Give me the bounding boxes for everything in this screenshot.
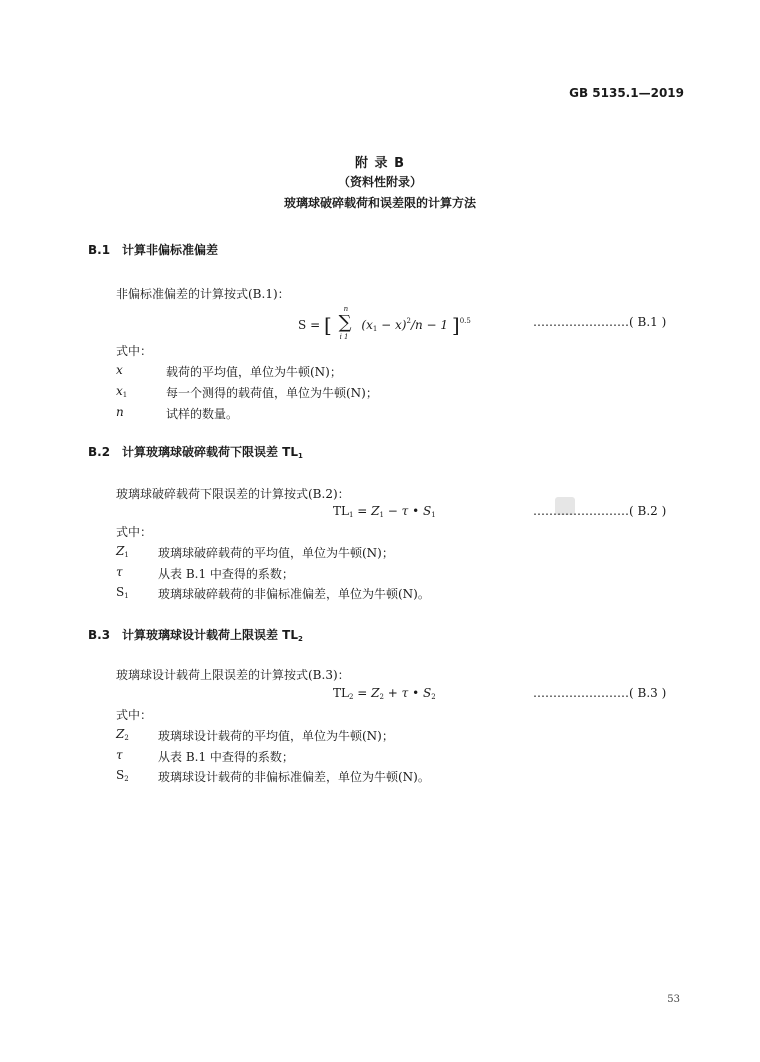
page-number: 53 [667, 994, 680, 1005]
sum-lower: i 1 [339, 333, 349, 341]
standard-code: GB 5135.1—2019 [569, 86, 684, 100]
b3-where: 式中： [116, 708, 153, 722]
appendix-name: 玻璃球破碎载荷和误差限的计算方法 [283, 196, 476, 210]
section-number: B.1 [88, 243, 111, 257]
section-title: 计算玻璃球设计载荷上限误差 TL [122, 628, 299, 642]
formula-lhs: S [298, 318, 307, 332]
section-number: B.3 [88, 628, 111, 642]
b1-ref: ……………………( B.1 ) [533, 315, 667, 329]
appendix-title: 附 录 B [355, 156, 405, 171]
var-symbol: $Z_2$ [116, 727, 129, 742]
var-symbol: τ [116, 565, 123, 579]
section-b2-heading [88, 443, 303, 460]
term-rest: − x) [377, 318, 407, 332]
section-number: B.2 [88, 445, 111, 459]
b2-intro: 玻璃球破碎载荷下限误差的计算按式(B.2)： [116, 487, 350, 501]
term-sub: 1 [372, 325, 378, 333]
section-title: 计算玻璃球破碎载荷下限误差 TL [122, 445, 299, 459]
power: 0.5 [459, 317, 471, 325]
var-desc: 试样的数量。 [166, 407, 239, 421]
term-open: (x [361, 318, 373, 332]
var-symbol: $S_2$ [116, 768, 129, 783]
b1-intro: 非偏标准偏差的计算按式(B.1)： [116, 287, 290, 301]
var-desc: 玻璃球设计载荷的平均值，单位为牛顿(N)； [158, 729, 394, 743]
var-symbol: x [116, 363, 123, 377]
b3-ref: ……………………( B.3 ) [533, 686, 667, 700]
var-symbol: n [116, 405, 124, 419]
var-symbol: $S_1$ [116, 585, 129, 600]
formula-b1 [298, 305, 471, 341]
sum-symbol [336, 305, 358, 341]
section-title-sub: 1 [298, 452, 303, 460]
var-symbol: $Z_1$ [116, 544, 129, 559]
var-desc: 玻璃球破碎载荷的非偏标准偏差，单位为牛顿(N)。 [158, 587, 430, 601]
b3-intro: 玻璃球设计载荷上限误差的计算按式(B.3)： [116, 668, 350, 682]
term-sup: 2 [406, 317, 411, 325]
var-desc: 每一个测得的载荷值，单位为牛顿(N)； [166, 386, 378, 400]
term-tail: /n − 1 [410, 318, 449, 332]
section-b3-heading [88, 626, 303, 643]
b2-where: 式中： [116, 525, 153, 539]
sigma-glyph: ∑ [338, 312, 352, 333]
var-desc: 玻璃球破碎载荷的平均值，单位为牛顿(N)； [158, 546, 394, 560]
section-title-sub: 2 [298, 635, 303, 643]
section-b1-heading [88, 241, 218, 258]
b2-ref: ……………………( B.2 ) [533, 504, 667, 518]
left-bracket-glyph: [ [323, 313, 332, 337]
var-desc: 玻璃球设计载荷的非偏标准偏差，单位为牛顿(N)。 [158, 770, 430, 784]
sum-upper: n [343, 305, 349, 313]
formula-eq: = [310, 318, 321, 332]
var-desc: 载荷的平均值，单位为牛顿(N)； [166, 365, 342, 379]
var-symbol: $x_1$ [116, 384, 128, 399]
b1-where: 式中： [116, 344, 153, 358]
var-symbol: τ [116, 748, 123, 762]
var-desc: 从表 B.1 中查得的系数； [158, 567, 294, 581]
section-title: 计算非偏标准偏差 [122, 243, 219, 257]
formula-b3: $TL_2 = Z_2 + \tau$ • $S_2$ [333, 686, 436, 701]
appendix-type: （资料性附录） [337, 175, 422, 189]
var-desc: 从表 B.1 中查得的系数； [158, 750, 294, 764]
formula-b2: $TL_1 = Z_1 - \tau$ • $S_1$ [333, 504, 436, 519]
right-bracket-glyph: ] [451, 313, 460, 337]
